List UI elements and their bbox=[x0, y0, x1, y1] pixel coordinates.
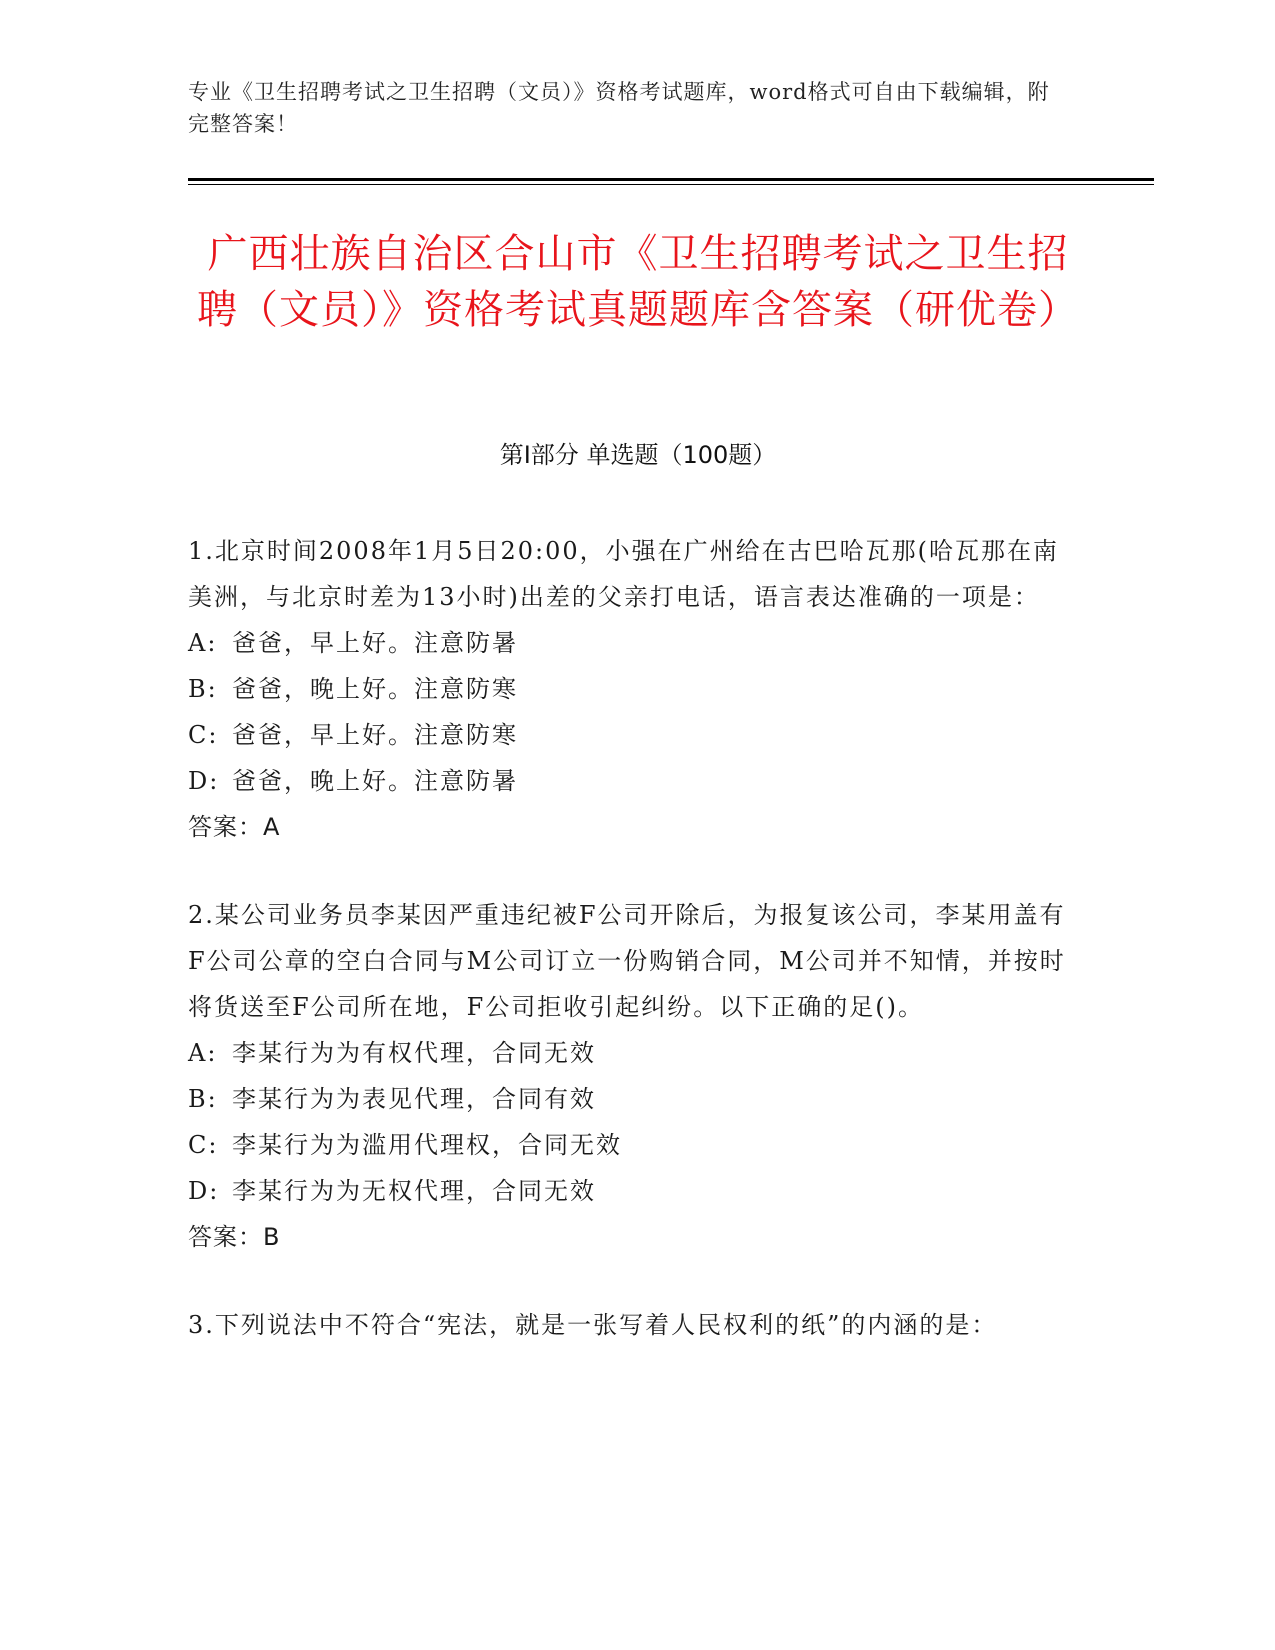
option-letter: B: bbox=[188, 1085, 218, 1113]
option-list bbox=[188, 1030, 1078, 1214]
option-d bbox=[188, 1168, 1078, 1214]
option-list bbox=[188, 620, 1078, 804]
option-b bbox=[188, 666, 1078, 712]
option-text: 李某行为为表见代理，合同有效 bbox=[232, 1085, 596, 1113]
question-stem: 3.下列说法中不符合“宪法，就是一张写着人民权利的纸”的内涵的是： bbox=[188, 1311, 998, 1339]
option-a bbox=[188, 620, 1078, 666]
question-3 bbox=[188, 1302, 1078, 1348]
question-stem: 2.某公司业务员李某因严重违纪被F公司开除后，为报复该公司，李某用盖有F公司公章的空白合同与M公司订立一份购销合同，M公司并不知情，并按时将货送至F公司所在地，F公司拒收引起纠纷。以下正确的足()。 bbox=[188, 901, 1066, 1021]
option-c bbox=[188, 712, 1078, 758]
option-text: 李某行为为滥用代理权，合同无效 bbox=[232, 1131, 622, 1159]
option-text: 爸爸，晚上好。注意防暑 bbox=[232, 767, 518, 795]
option-letter: D: bbox=[188, 767, 220, 795]
option-text: 爸爸，早上好。注意防寒 bbox=[232, 721, 518, 749]
option-letter: B: bbox=[188, 675, 218, 703]
document-title: 广西壮族自治区合山市《卫生招聘考试之卫生招聘（文员）》资格考试真题题库含答案（研优卷） bbox=[197, 231, 1079, 333]
question-list bbox=[188, 528, 1078, 1390]
option-b bbox=[188, 1076, 1078, 1122]
option-letter: C: bbox=[188, 1131, 219, 1159]
option-a bbox=[188, 1030, 1078, 1076]
option-text: 爸爸，早上好。注意防暑 bbox=[232, 629, 518, 657]
option-d bbox=[188, 758, 1078, 804]
option-letter: D: bbox=[188, 1177, 220, 1205]
question-stem: 1.北京时间2008年1月5日20:00，小强在广州给在古巴哈瓦那(哈瓦那在南美洲，与北京时差为13小时)出差的父亲打电话，语言表达准确的一项是： bbox=[188, 537, 1060, 611]
header-rule-thin bbox=[188, 184, 1154, 185]
section-title: 第I部分 单选题（100题） bbox=[499, 441, 777, 469]
option-letter: A: bbox=[188, 1039, 218, 1067]
option-letter: A: bbox=[188, 629, 218, 657]
answer-line: 答案：A bbox=[188, 813, 281, 841]
option-c bbox=[188, 1122, 1078, 1168]
question-1 bbox=[188, 528, 1078, 850]
header-rule-thick bbox=[188, 178, 1154, 181]
option-text: 李某行为为无权代理，合同无效 bbox=[232, 1177, 596, 1205]
option-text: 李某行为为有权代理，合同无效 bbox=[232, 1039, 596, 1067]
header-note: 专业《卫生招聘考试之卫生招聘（文员）》资格考试题库，word格式可自由下载编辑，附完整答案！ bbox=[188, 80, 1050, 136]
option-letter: C: bbox=[188, 721, 219, 749]
option-text: 爸爸，晚上好。注意防寒 bbox=[232, 675, 518, 703]
question-2 bbox=[188, 892, 1078, 1260]
answer-line: 答案：B bbox=[188, 1223, 281, 1251]
